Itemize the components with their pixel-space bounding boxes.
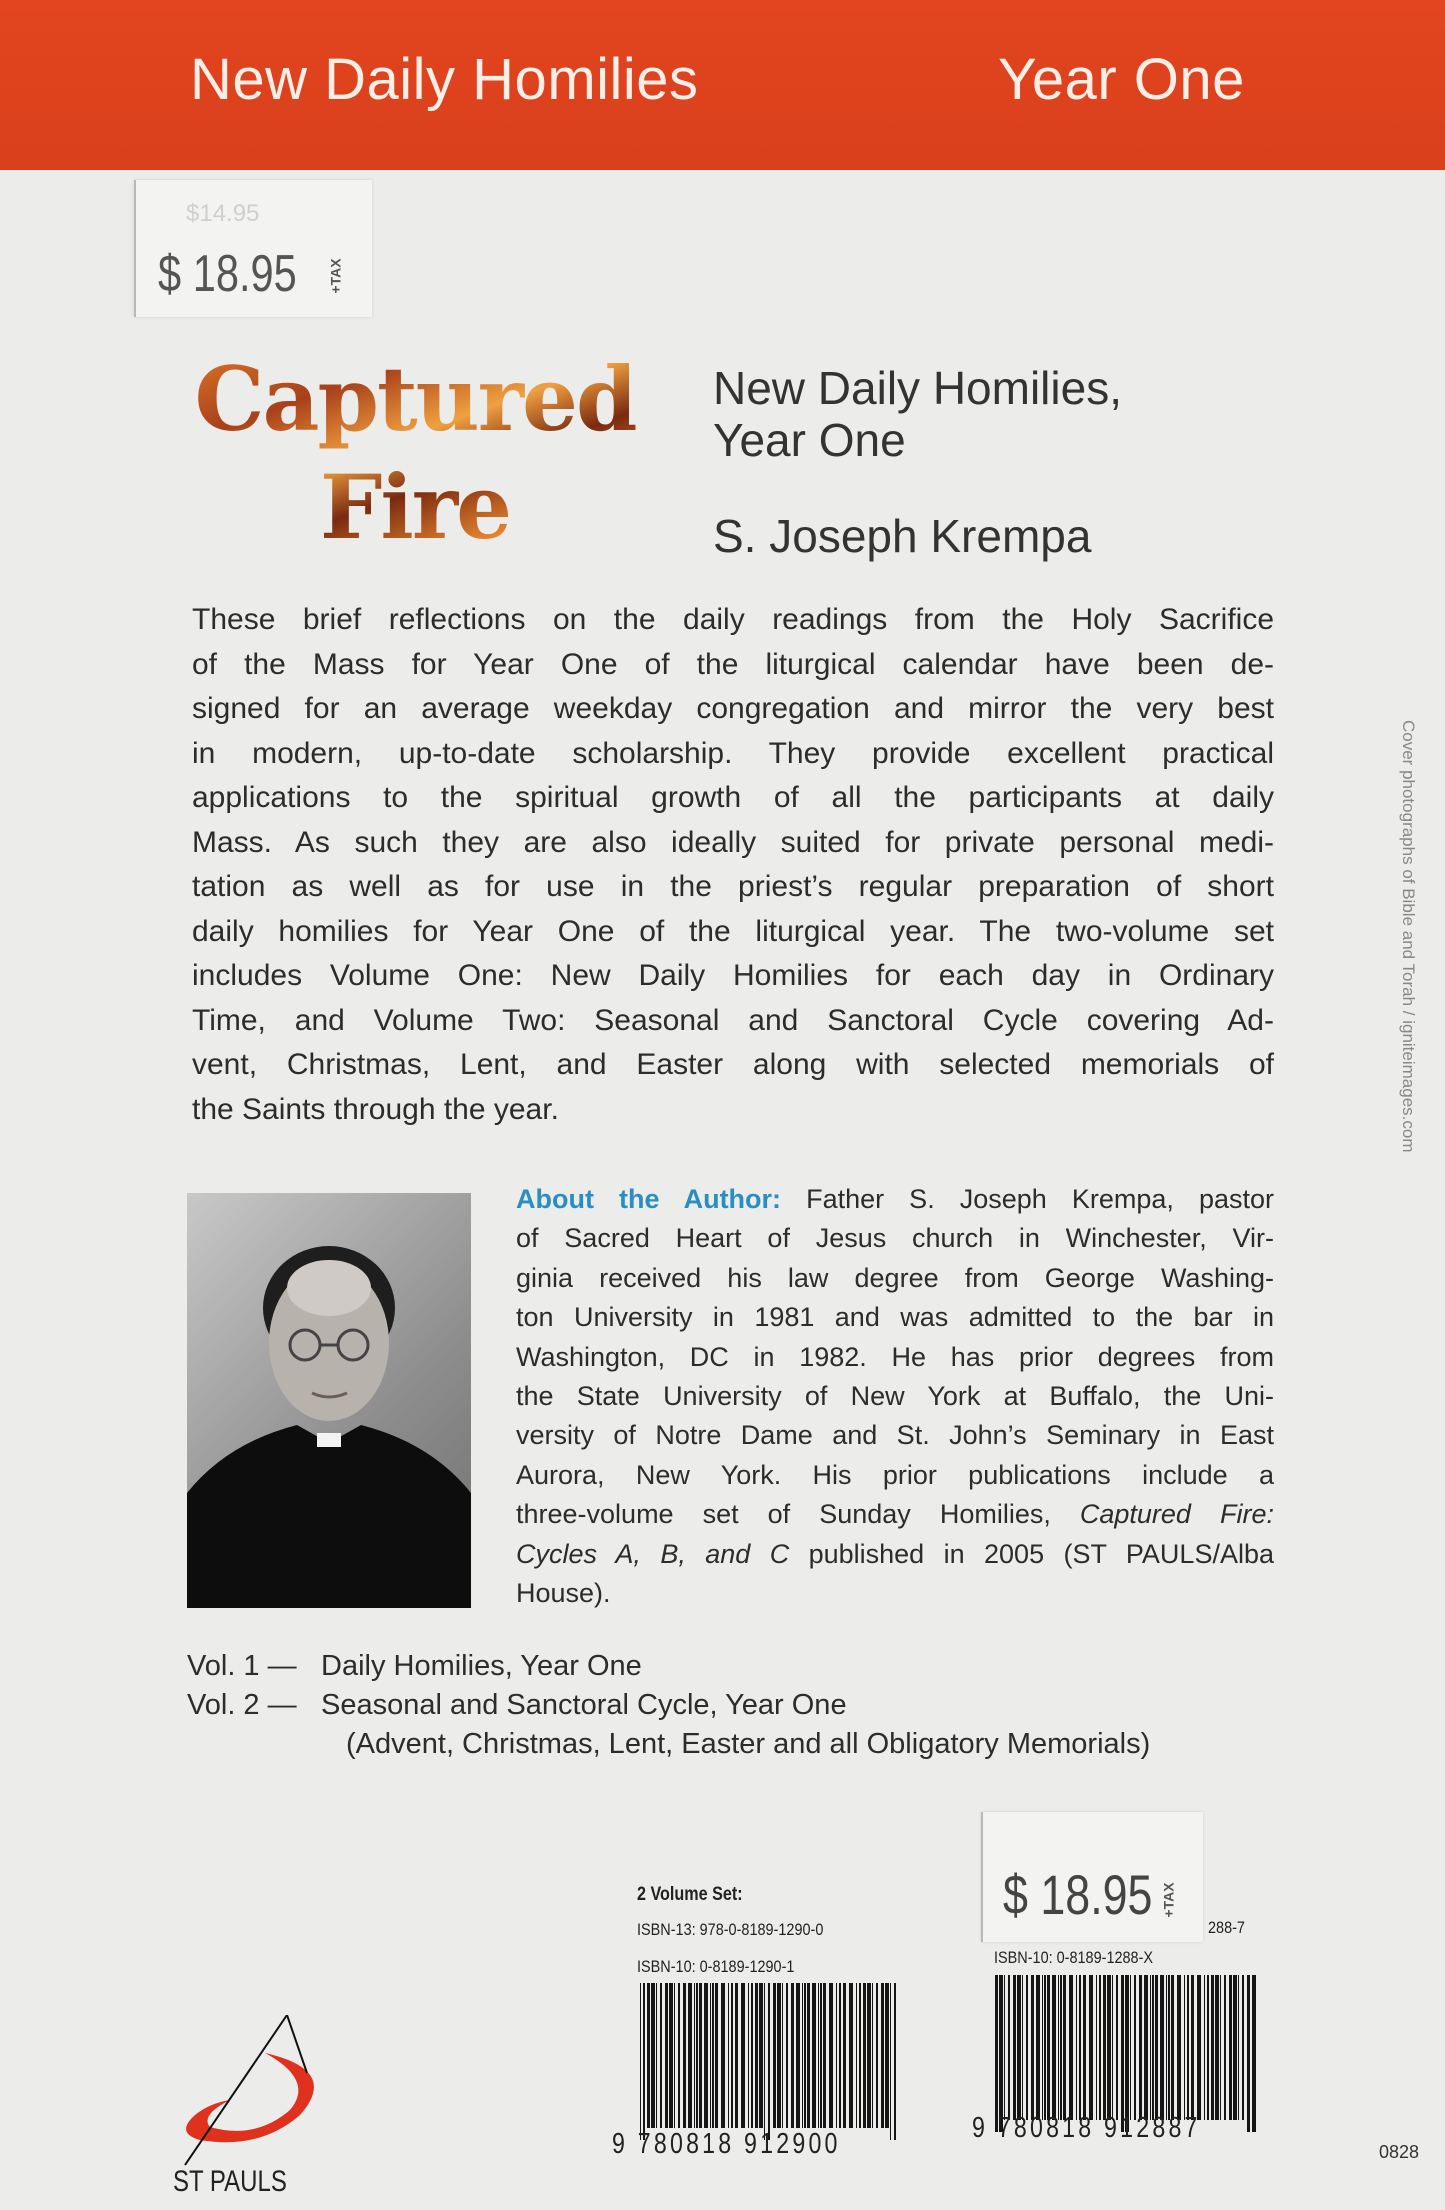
vol-isbn13-partial: 288-7	[1208, 1918, 1245, 1937]
barcode-bar	[1008, 1975, 1010, 2120]
about-line: House).	[516, 1578, 611, 1609]
barcode-bar	[1069, 1975, 1073, 2120]
barcode-bar	[704, 1983, 708, 2128]
description-line: Mass. As such they are also ideally suited for private personal medi-	[192, 825, 1274, 859]
barcode-bar	[1116, 1975, 1118, 2120]
vol-isbn10: ISBN-10: 0-8189-1288-X	[994, 1948, 1154, 1967]
barcode-bar	[856, 1983, 857, 2128]
barcode-bar	[1036, 1975, 1040, 2120]
barcode-bar	[1103, 1975, 1106, 2120]
barcode-bar	[863, 1983, 866, 2128]
cover-credit: Cover photographs of Bible and Torah / igniteimages.com	[1399, 720, 1418, 1153]
barcode-bar	[1242, 1975, 1244, 2120]
description-line: vent, Christmas, Lent, and Easter along with selected memorials of	[192, 1048, 1274, 1081]
about-label: About the Author:	[516, 1184, 782, 1214]
subtitle-line-2: Year One	[713, 414, 906, 466]
description-line: applications to the spiritual growth of all the participants at daily	[192, 781, 1274, 814]
barcode-bar	[751, 1983, 753, 2128]
barcode-bar	[1063, 1975, 1066, 2120]
barcode-bar	[1211, 1975, 1214, 2120]
vol1-text: Daily Homilies, Year One	[321, 1650, 642, 1682]
barcode-bar	[741, 1983, 745, 2128]
barcode-bar	[1238, 1975, 1239, 2120]
barcode-bar	[829, 1983, 833, 2128]
barcode-bar	[777, 1983, 781, 2128]
vol-barcode	[995, 1975, 1267, 2120]
barcode-bar	[1076, 1975, 1077, 2120]
barcode-bar	[1079, 1975, 1081, 2120]
vol1-label: Vol. 1 —	[187, 1650, 297, 1682]
publisher-name: ST PAULS	[173, 2165, 287, 2198]
description-line: of the Mass for Year One of the liturgical calendar have been de-	[192, 647, 1274, 681]
barcode-bar	[712, 1983, 714, 2128]
description-line: in modern, up-to-date scholarship. They provide excellent practical	[192, 736, 1274, 770]
barcode-bar	[728, 1983, 729, 2128]
barcode-bar	[1083, 1975, 1086, 2120]
description-line: Time, and Volume Two: Seasonal and Sanctoral Cycle covering Ad-	[192, 1003, 1274, 1037]
barcode-bar	[1252, 1975, 1256, 2132]
tax-label: +TAX	[1160, 1882, 1177, 1918]
barcode-bar	[715, 1983, 718, 2128]
barcode-bar	[995, 1975, 998, 2132]
barcode-bar	[669, 1983, 673, 2128]
barcode-bar	[759, 1983, 763, 2128]
barcode-bar	[640, 1983, 641, 2140]
vol2-text: Seasonal and Sanctoral Cycle, Year One	[321, 1689, 847, 1721]
barcode-bar	[768, 1983, 770, 2140]
barcode-bar	[885, 1983, 889, 2128]
barcode-bar	[1058, 1975, 1059, 2120]
barcode-bar	[1060, 1975, 1062, 2120]
barcode-bar	[1177, 1975, 1181, 2120]
series-title: New Daily Homilies	[190, 47, 699, 112]
barcode-bar	[881, 1983, 884, 2128]
about-line: of Sacred Heart of Jesus church in Winchester, Vir-	[516, 1223, 1274, 1254]
about-line: Washington, DC in 1982. He has prior degrees from	[516, 1341, 1274, 1372]
barcode-bar	[651, 1983, 655, 2128]
barcode-bar	[1197, 1975, 1201, 2120]
about-line: published in 2005 (ST PAULS/Alba	[789, 1538, 1274, 1569]
barcode-bar	[1207, 1975, 1209, 2120]
barcode-bar	[1134, 1975, 1136, 2120]
barcode-bar	[1229, 1975, 1232, 2120]
description-line: signed for an average weekday congregation and mirror the very best	[192, 692, 1274, 725]
description-line: daily homilies for Year One of the liturgical year. The two-volume set	[192, 914, 1274, 948]
set-barcode	[640, 1983, 912, 2128]
about-line: ginia received his law degree from George Washing-	[516, 1262, 1274, 1293]
barcode-bar	[1004, 1975, 1005, 2120]
barcode-bar	[1168, 1975, 1170, 2120]
barcode-bar	[782, 1983, 783, 2128]
barcode-bar	[894, 1983, 896, 2140]
barcode-bar	[1247, 1975, 1250, 2132]
barcode-bar	[656, 1983, 657, 2128]
barcode-bar	[696, 1983, 698, 2128]
barcode-bar	[1107, 1975, 1111, 2120]
barcode-bar	[1099, 1975, 1101, 2120]
about-line: Father S. Joseph Krempa, pastor	[781, 1184, 1275, 1214]
barcode-bar	[1047, 1975, 1050, 2120]
barcode-bar	[1130, 1975, 1131, 2120]
product-code: 0828	[1379, 2142, 1420, 2162]
about-line: Aurora, New York. His prior publications include a	[516, 1459, 1274, 1490]
barcode-bar	[818, 1983, 819, 2128]
barcode-bar	[1233, 1975, 1237, 2120]
barcode-bar	[1139, 1975, 1142, 2120]
set-heading: 2 Volume Set:	[637, 1884, 743, 1905]
price-sticker-top	[134, 180, 372, 317]
barcode-bar	[859, 1983, 861, 2128]
barcode-bar	[694, 1983, 695, 2128]
barcode-bar	[674, 1983, 675, 2128]
about-line: the State University of New York at Buffalo, the Uni-	[516, 1381, 1274, 1412]
subtitle	[713, 362, 1122, 466]
barcode-bar	[1191, 1975, 1194, 2120]
description-line: the Saints through the year.	[192, 1092, 559, 1126]
price: $ 18.95	[1003, 1863, 1153, 1926]
barcode-bar	[1112, 1975, 1113, 2120]
barcode-bar	[1160, 1975, 1164, 2120]
description	[192, 598, 1274, 1132]
barcode-bar	[1013, 1975, 1016, 2120]
barcode-bar	[1096, 1975, 1097, 2120]
barcode-bar	[1184, 1975, 1185, 2120]
barcode-bar	[839, 1983, 841, 2128]
price: $ 18.95	[158, 245, 297, 303]
publisher-logo	[165, 2015, 435, 2205]
barcode-bar	[1166, 1975, 1167, 2120]
barcode-bar	[890, 1983, 891, 2140]
barcode-bar	[1089, 1975, 1093, 2120]
barcode-bar	[683, 1983, 686, 2128]
barcode-bar	[1150, 1975, 1151, 2120]
barcode-bar	[1152, 1975, 1154, 2120]
vol-barcode-digits: 9 780818 912887	[972, 2112, 1201, 2144]
barcode-bar	[823, 1983, 826, 2128]
set-isbn10: ISBN-10: 0-8189-1290-1	[637, 1957, 795, 1976]
barcode-bar	[1220, 1975, 1221, 2120]
barcode-bar	[820, 1983, 822, 2128]
price-sticker-bottom	[981, 1812, 1203, 1942]
barcode-bar	[748, 1983, 749, 2128]
barcode-bar	[665, 1983, 668, 2128]
title-line-2: Fire	[319, 455, 511, 559]
barcode-bar	[999, 1975, 1003, 2132]
subtitle-line-1: New Daily Homilies,	[713, 362, 1122, 414]
barcode-bar	[1187, 1975, 1189, 2120]
barcode-bar	[867, 1983, 871, 2128]
barcode-bar	[1171, 1975, 1174, 2120]
tax-label: +TAX	[327, 258, 344, 294]
barcode-bar	[1121, 1975, 1124, 2132]
barcode-bar	[1017, 1975, 1021, 2120]
about-italic-title: Captured Fire:	[1079, 1499, 1274, 1530]
barcode-bar	[699, 1983, 702, 2128]
barcode-bar	[1224, 1975, 1226, 2120]
barcode-bar	[807, 1983, 810, 2128]
author-photo	[187, 1193, 471, 1608]
barcode-bar	[843, 1983, 846, 2128]
barcode-bar	[804, 1983, 806, 2128]
barcode-bar	[786, 1983, 788, 2128]
barcode-bar	[872, 1983, 873, 2128]
barcode-bar	[735, 1983, 738, 2128]
about-italic-title: Cycles A, B, and C	[516, 1538, 790, 1569]
barcode-bar	[1125, 1975, 1129, 2132]
about-line: ton University in 1981 and was admitted to the bar in	[516, 1302, 1274, 1333]
description-line: tation as well as for use in the priest’s regular preparation of short	[192, 870, 1274, 903]
series-year: Year One	[998, 47, 1245, 112]
about-line: versity of Notre Dame and St. John’s Seminary in East	[516, 1420, 1274, 1451]
barcode-bar	[1031, 1975, 1034, 2120]
barcode-bar	[1022, 1975, 1023, 2120]
barcode-bar	[791, 1983, 794, 2128]
barcode-bar	[1044, 1975, 1046, 2120]
description-line: includes Volume One: New Daily Homilies for each day in Ordinary	[192, 959, 1274, 992]
barcode-bar	[678, 1983, 680, 2128]
barcode-bar	[802, 1983, 803, 2128]
barcode-bar	[1052, 1975, 1056, 2120]
book-title	[190, 345, 640, 561]
author-name: S. Joseph Krempa	[713, 510, 1092, 562]
description-line: These brief reflections on the daily readings from the Holy Sacrifice	[192, 603, 1274, 636]
barcode-bar	[876, 1983, 878, 2128]
barcode-bar	[796, 1983, 800, 2128]
barcode-bar	[773, 1983, 776, 2128]
barcode-bar	[836, 1983, 837, 2128]
header-band	[0, 0, 1445, 170]
barcode-bar	[643, 1983, 645, 2140]
barcode-bar	[710, 1983, 711, 2128]
barcode-bar	[849, 1983, 853, 2128]
barcode-bar	[812, 1983, 816, 2128]
barcode-bar	[688, 1983, 692, 2128]
barcode-bar	[1204, 1975, 1205, 2120]
barcode-bar	[731, 1983, 733, 2128]
barcode-bar	[660, 1983, 662, 2128]
set-barcode-digits: 9 780818 912900	[612, 2128, 841, 2160]
about-line: three-volume set of Sunday Homilies,	[516, 1499, 1080, 1530]
barcode-bar	[1215, 1975, 1219, 2120]
barcode-bar	[764, 1983, 765, 2140]
about-author	[516, 1180, 1274, 1613]
title-line-1: Captured	[194, 347, 636, 451]
vol2-note: (Advent, Christmas, Lent, Easter and all Obligatory Memorials)	[346, 1728, 1151, 1760]
old-price: $14.95	[186, 200, 260, 227]
set-isbn13: ISBN-13: 978-0-8189-1290-0	[637, 1920, 824, 1939]
barcode-bar	[1042, 1975, 1043, 2120]
barcode-bar	[1026, 1975, 1028, 2120]
vol2-label: Vol. 2 —	[187, 1689, 297, 1721]
barcode-bar	[647, 1983, 650, 2128]
barcode-bar	[721, 1983, 725, 2128]
barcode-bar	[1155, 1975, 1158, 2120]
barcode-bar	[755, 1983, 758, 2128]
barcode-bar	[1144, 1975, 1148, 2120]
